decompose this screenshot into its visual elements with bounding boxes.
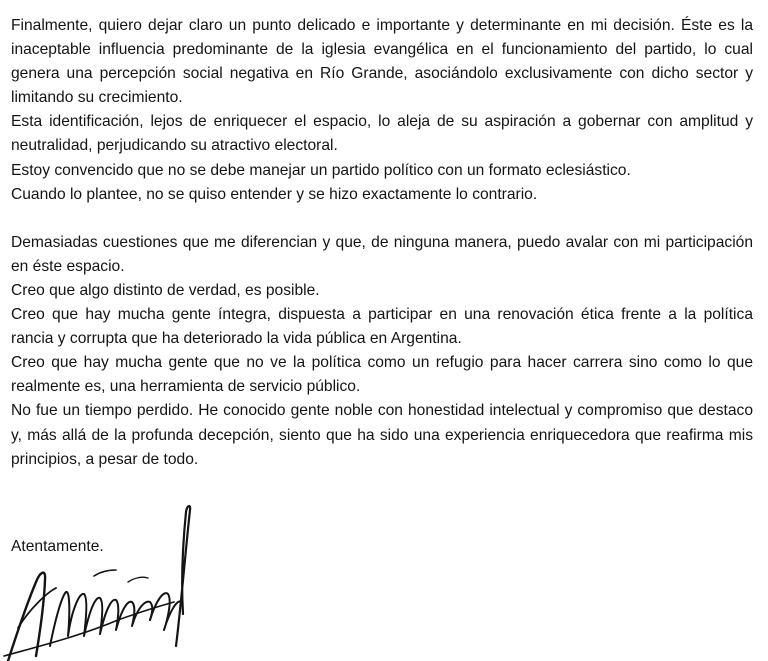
paragraph-differences: Demasiadas cuestiones que me diferencian y que, de ninguna manera, puedo avalar con mi participación en éste espacio.: [11, 233, 753, 275]
letter-body: [11, 14, 753, 472]
paragraph-not-lost-time: No fue un tiempo perdido. He conocido gente noble con honestidad intelectual y compromiso que destaco y, más allá de la profunda decepción, siento que ha sido una experiencia enriquecedora que reafirma mis principios, a pesar de todo.: [11, 402, 753, 468]
paragraph-ecclesiastic-format: Estoy convencido que no se debe manejar un partido político con un formato eclesiástico.: [11, 161, 631, 179]
paragraph-identification: Esta identificación, lejos de enriquecer el espacio, lo aleja de su aspiración a gobernar con amplitud y neutralidad, perjudicando su atractivo electoral.: [11, 113, 753, 155]
paragraph-not-understood: Cuando lo plantee, no se quiso entender y se hizo exactamente lo contrario.: [11, 185, 538, 203]
paragraph-possible: Creo que algo distinto de verdad, es posible.: [11, 281, 320, 299]
paragraph-ethical-renewal: Creo que hay mucha gente íntegra, dispuesta a participar en una renovación ética frente a la política rancia y corrupta que ha deteriorado la vida pública en Argentina.: [11, 306, 753, 348]
paragraph-public-service: Creo que hay mucha gente que no ve la política como un refugio para hacer carrera sino como lo que realmente es, una herramienta de servicio público.: [11, 354, 753, 396]
closing-salutation: Atentamente.: [11, 538, 104, 555]
paragraph-church-influence: Finalmente, quiero dejar claro un punto delicado e importante y determinante en mi decisión. Éste es la inaceptable influencia predominante de la iglesia evangélica en el funcionamiento del partido, lo cual genera una percepción social negativa en Río Grande, asociándolo exclusivamente con dicho sector y limitando su crecimiento.: [11, 17, 753, 107]
handwritten-signature-icon: [0, 496, 230, 661]
